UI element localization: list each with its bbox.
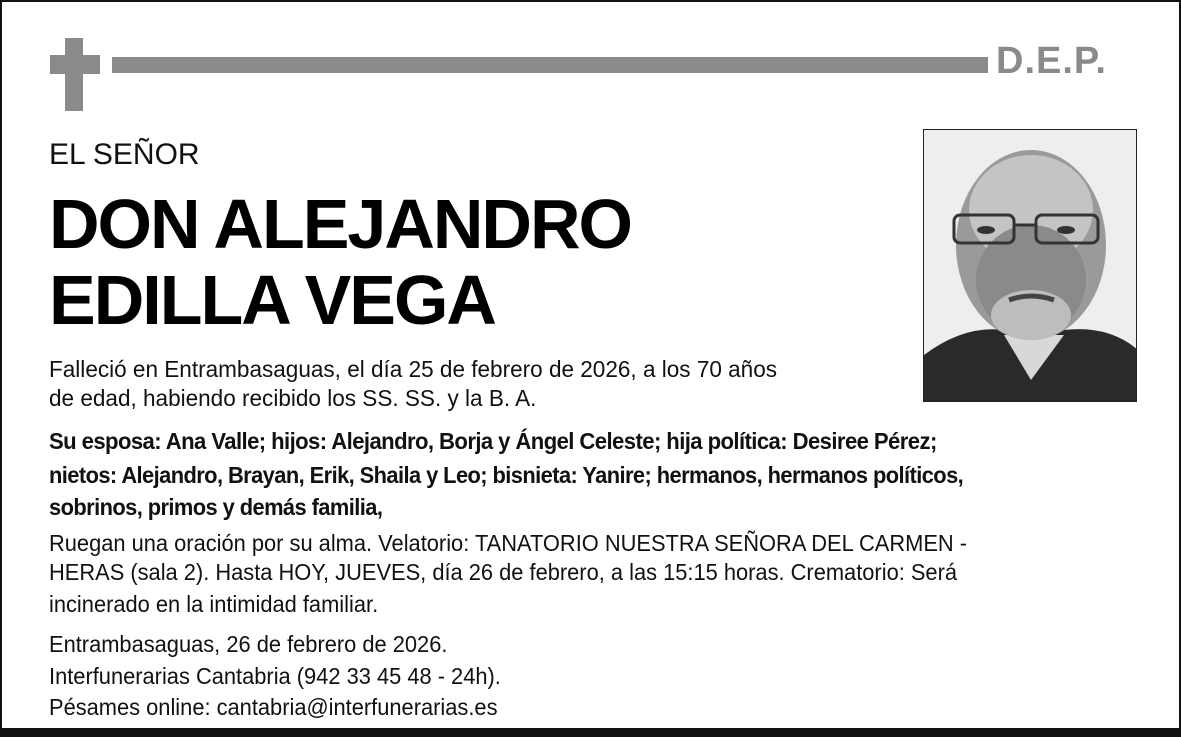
family-line: nietos: Alejandro, Brayan, Erik, Shaila y Leo; bisnieta: Yanire; hermanos, hermanos políticos, (49, 462, 964, 488)
deceased-name-line-2: EDILLA VEGA (49, 261, 495, 339)
portrait-photo (923, 129, 1137, 402)
death-notice-line: de edad, habiendo recibido los SS. SS. y la B. A. (49, 385, 537, 411)
title-prefix: EL SEÑOR (49, 138, 200, 171)
service-line: HERAS (sala 2). Hasta HOY, JUEVES, día 26 de febrero, a las 15:15 horas. Crematorio: Será (49, 559, 958, 585)
closing-line: Pésames online: cantabria@interfunerarias.es (49, 694, 498, 720)
closing-line: Interfunerarias Cantabria (942 33 45 48 - 24h). (49, 663, 501, 689)
service-line: incinerado en la intimidad familiar. (49, 591, 379, 617)
family-line: Su esposa: Ana Valle; hijos: Alejandro, Borja y Ángel Celeste; hija política: Desiree Pérez; (49, 428, 937, 454)
death-notice-line: Falleció en Entrambasaguas, el día 25 de febrero de 2026, a los 70 años (49, 356, 778, 382)
bottom-border (2, 728, 1179, 737)
closing-line: Entrambasaguas, 26 de febrero de 2026. (49, 631, 448, 657)
cross-icon-bar (50, 55, 100, 74)
dep-label: D.E.P. (996, 40, 1107, 82)
cross-icon (65, 38, 83, 111)
family-line: sobrinos, primos y demás familia, (49, 494, 383, 520)
header-rule (112, 57, 988, 73)
service-line: Ruegan una oración por su alma. Velatorio: TANATORIO NUESTRA SEÑORA DEL CARMEN - (49, 530, 968, 556)
deceased-name-line-1: DON ALEJANDRO (49, 185, 631, 263)
